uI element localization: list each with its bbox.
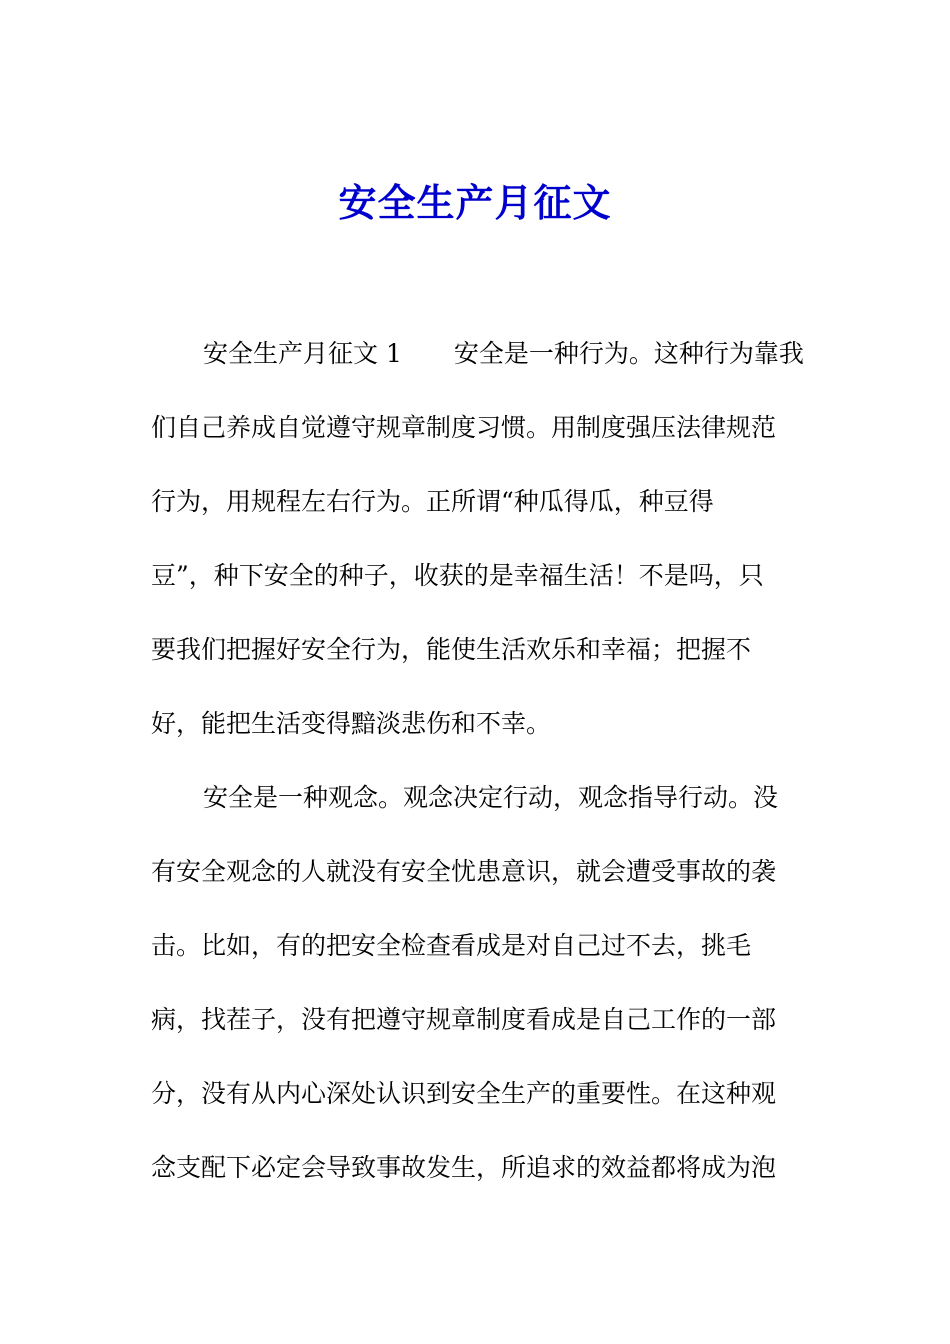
paragraph-line: 豆”，种下安全的种子，收获的是幸福生活！不是吗，只 (151, 561, 764, 590)
paragraph-line: 念支配下必定会导致事故发生，所追求的效益都将成为泡 (151, 1153, 777, 1182)
document-body (151, 330, 821, 1218)
paragraph-line: 有安全观念的人就没有安全忧患意识，就会遭受事故的袭 (151, 857, 777, 886)
paragraph-line: 行为，用规程左右行为。正所谓“种瓜得瓜，种豆得 (151, 487, 714, 516)
paragraph-text: 安全是一种行为。这种行为靠我 (453, 339, 804, 368)
paragraph-line: 击。比如，有的把安全检查看成是对自己过不去，挑毛 (151, 931, 752, 960)
paragraph-line (151, 330, 821, 404)
paragraph-line: 安全是一种观念。观念决定行动，观念指导行动。没 (203, 783, 779, 812)
section-heading: 安全生产月征文 1 (203, 339, 402, 368)
document-title: 安全生产月征文 (338, 180, 612, 225)
paragraph-line: 分，没有从内心深处认识到安全生产的重要性。在这种观 (151, 1079, 777, 1108)
paragraph-line: 要我们把握好安全行为，能使生活欢乐和幸福；把握不 (151, 635, 752, 664)
paragraph-1 (151, 330, 821, 774)
paragraph-line: 们自己养成自觉遵守规章制度习惯。用制度强压法律规范 (151, 413, 777, 442)
paragraph-2 (151, 774, 821, 1218)
paragraph-line: 好，能把生活变得黯淡悲伤和不幸。 (151, 709, 552, 738)
paragraph-line: 病，找茬子，没有把遵守规章制度看成是自己工作的一部 (151, 1005, 777, 1034)
